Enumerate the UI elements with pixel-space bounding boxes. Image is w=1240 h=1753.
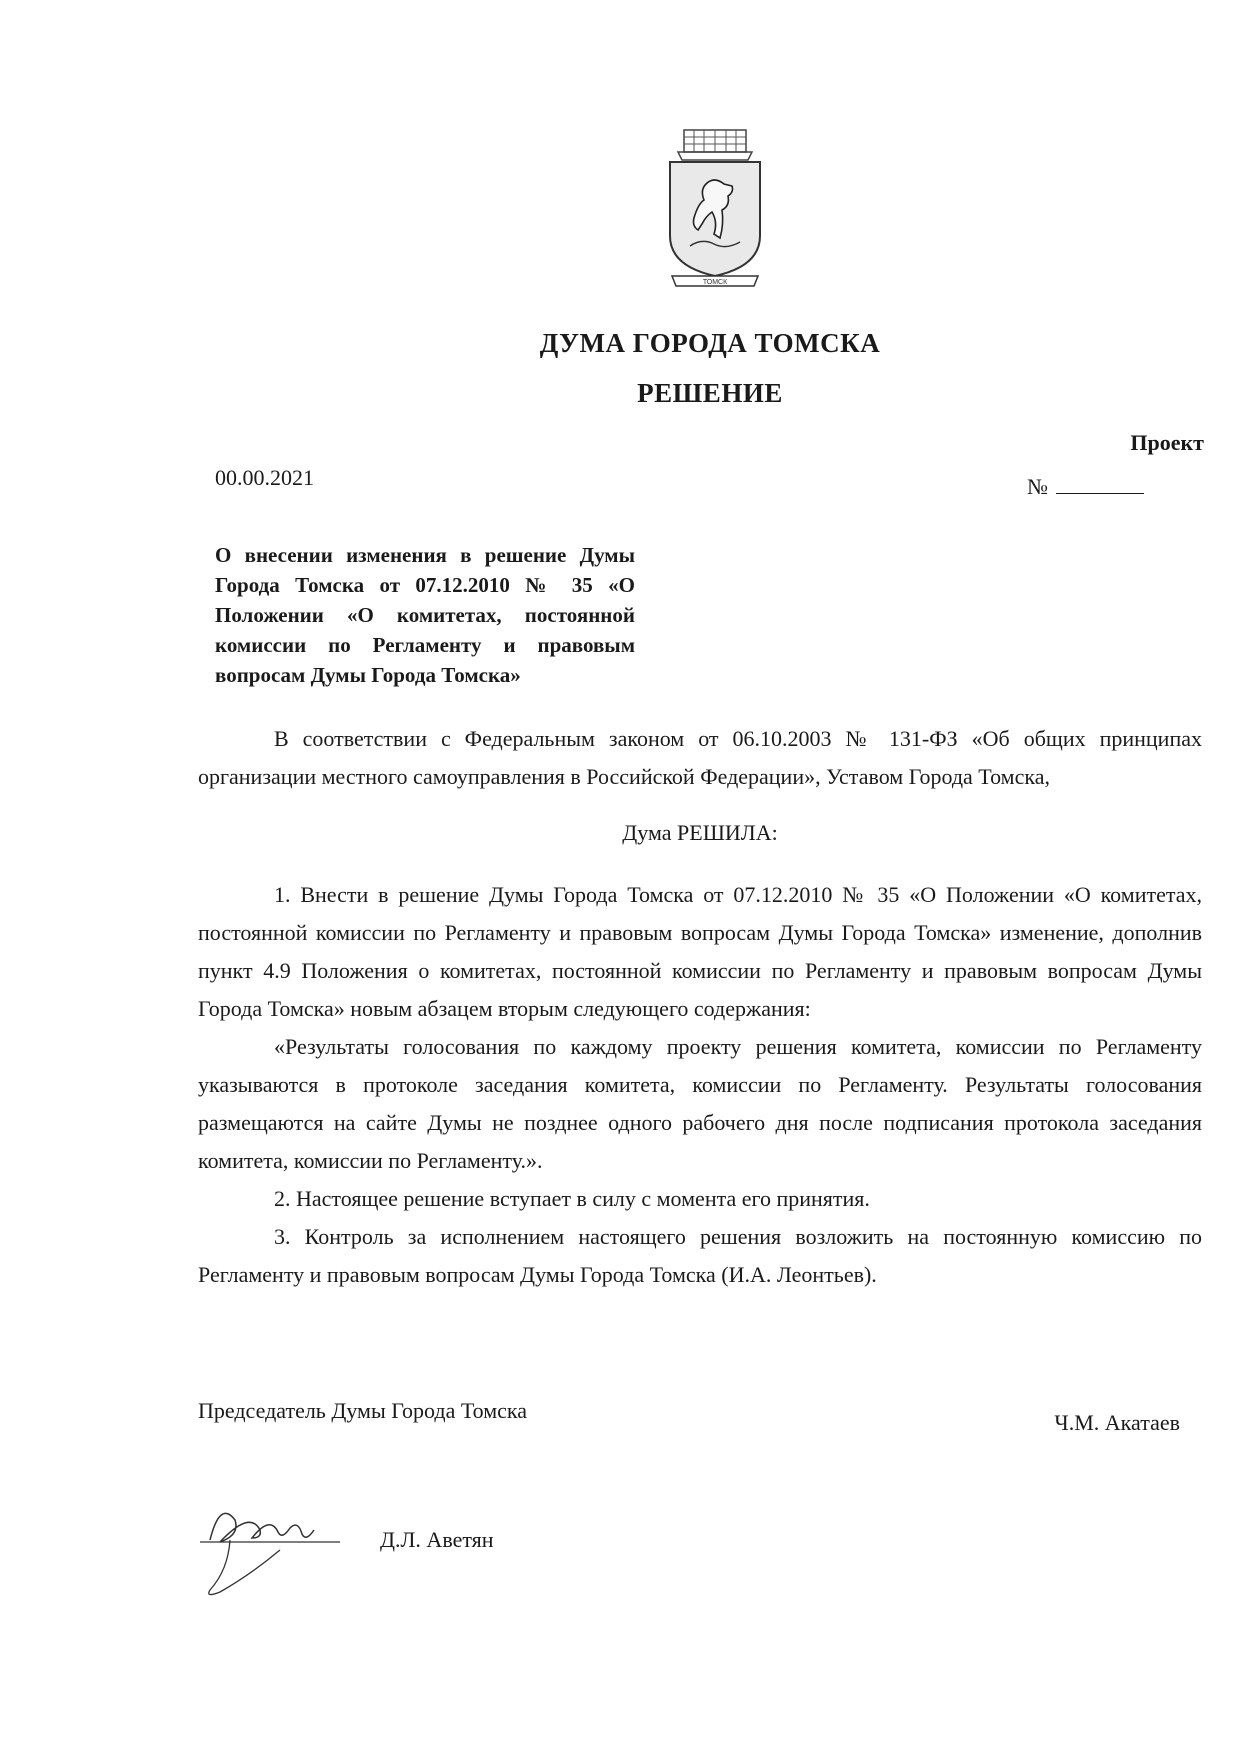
document-date: 00.00.2021 xyxy=(215,465,314,490)
preamble-text: В соответствии с Федеральным законом от 06.10.2003 № 131-ФЗ «Об общих принципах организации местного самоуправления в Российской Федерации», Уставом Города Томска, xyxy=(198,726,1202,789)
chair-title: Председатель Думы Города Томска xyxy=(198,1398,528,1423)
city-emblem xyxy=(662,126,768,298)
emblem-motto: ТОМСК xyxy=(702,279,728,286)
decision-item: 3. Контроль за исполнением настоящего решения возложить на постоянную комиссию по Регламенту и правовым вопросам Думы Города Томска (И.А. Леонтьев). xyxy=(198,1224,1202,1287)
project-label: Проект xyxy=(1130,430,1204,455)
decision-item: 1. Внести в решение Думы Города Томска от 07.12.2010 № 35 «О Положении «О комитетах, постоянной комиссии по Регламенту и правовым вопросам Думы Города Томска» изменение, дополнив пункт 4.9 Положения о комитетах, постоянной комиссии по Регламенту и правовым вопросам Думы Города Томска» новым абзацем вторым следующего содержания: xyxy=(198,882,1202,1021)
number-label: № xyxy=(1027,474,1048,499)
decision-heading: Дума РЕШИЛА: xyxy=(622,820,778,845)
chair-name: Ч.М. Акатаев xyxy=(1054,1410,1180,1435)
decision-items xyxy=(198,876,1202,1294)
document-subject: О внесении изменения в решение Думы Города Томска от 07.12.2010 № 35 «О Положении «О комитетах, постоянной комиссии по Регламенту и правовым вопросам Думы Города Томска» xyxy=(215,543,635,687)
decision-item: 2. Настоящее решение вступает в силу с момента его принятия. xyxy=(274,1186,870,1211)
document-number xyxy=(1027,473,1144,500)
decision-item: «Результаты голосования по каждому проекту решения комитета, комиссии по Регламенту указываются в протоколе заседания комитета, комиссии по Регламенту. Результаты голосования размещаются на сайте Думы не позднее одного рабочего дня после подписания протокола заседания комитета, комиссии по Регламенту.». xyxy=(198,1034,1202,1173)
preamble xyxy=(198,720,1202,796)
executor-name: Д.Л. Аветян xyxy=(380,1527,494,1552)
number-blank xyxy=(1056,473,1144,494)
doc-type-title: РЕШЕНИЕ xyxy=(637,378,783,408)
org-title: ДУМА ГОРОДА ТОМСКА xyxy=(539,328,881,358)
handwritten-signature xyxy=(190,1480,340,1610)
